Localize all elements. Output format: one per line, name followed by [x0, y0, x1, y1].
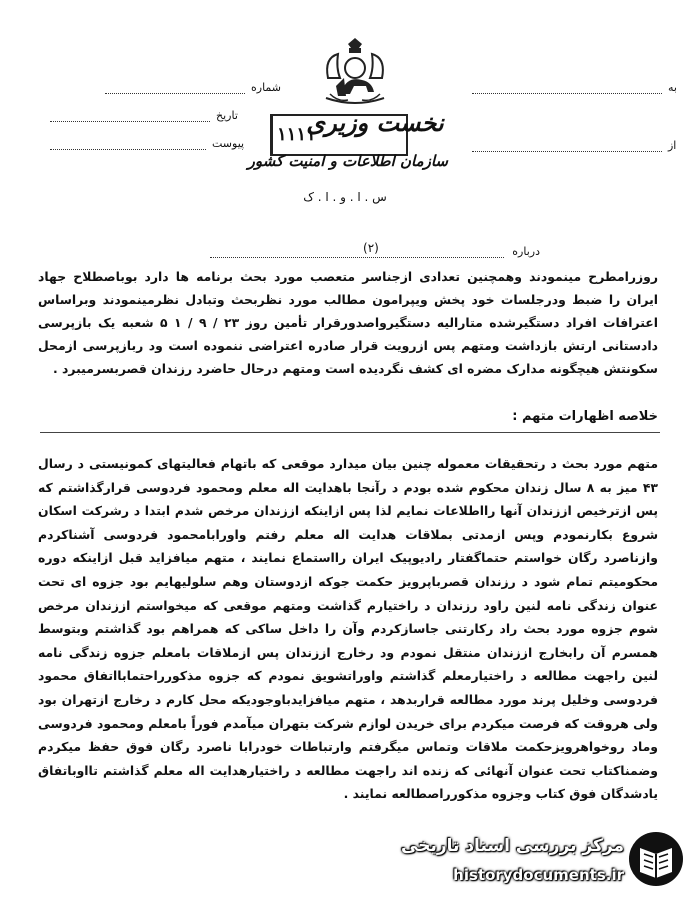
watermark-name: مرکز بررسی اسناد تاریخی: [401, 836, 624, 856]
date-label: تاریخ: [216, 109, 238, 122]
date-dots: [50, 111, 210, 122]
attachment-label: پیوست: [212, 137, 245, 150]
to-field: [472, 78, 677, 94]
org-code: س . ا . و . ا . ک: [303, 190, 387, 204]
subject-row: [210, 240, 540, 258]
number-field: [105, 78, 281, 94]
from-label: از: [668, 139, 677, 152]
number-label: شماره: [251, 81, 282, 94]
from-dots: [472, 141, 662, 152]
subject-dots: [210, 241, 504, 258]
date-field: [50, 106, 238, 122]
watermark-url: historydocuments.ir: [453, 866, 624, 884]
subject-label: درباره: [512, 245, 540, 258]
to-label: به: [668, 81, 677, 94]
heading-divider: [40, 432, 660, 433]
attachment-field: [50, 134, 244, 150]
attachment-dots: [50, 139, 206, 150]
to-dots: [472, 83, 662, 94]
body-paragraph-1: روزرامطرح مینمودند وهمچنین تعدادی ازجناسر متعصب مورد بحث برنامه ها دارد بوباصطلاح جهاد ایران را ضبط ودرجلسات خود پخش ویپرامون مطالب مورد نظربحث وتبادل نظرمینمودند وبراساس اعترافات افراد دستگیرشده متارالیه دستگیرواصدورقرار تأمین روز ۲۳ / ۹ / ۱ ۵ شعبه یک بازپرسی دادستانی ارتش بازداشت ومتهم پس ازرویت قرار صادره اعتراضی ننموده است ود ربازپرسی ازمحل سکونتش هیچگونه مدارک مضره ای کشف نگردیده است ومتهم درحال حاضرد رزندان قصربسرمیبرد .: [38, 269, 658, 376]
stamp-number: ۱۱۱۱: [277, 124, 316, 145]
number-dots: [105, 83, 245, 94]
page-number: (۲): [360, 241, 382, 255]
section-heading: خلاصه اظهارات متهم :: [512, 409, 658, 424]
org-title: نخست وزیری: [306, 108, 444, 137]
lion-and-sun-emblem-icon: [318, 38, 392, 110]
org-subtitle: سازمان اطلاعات و امنیت کشور: [247, 152, 448, 170]
body-paragraph-2: متهم مورد بحث د رتحقیقات معموله چنین بیان میدارد موقعی که باتهام فعالیتهای کمونیستی د رسال ۴۳ میز به ۸ سال زندان محکوم شده بودم د رآنجا باهدایت اله معلم ومحمود فردوسی قرارگذاشتم که پس ازترخیص اززندان آنها رااطلاعات نمایم لذا پس ازاینکه اززندان مرخص شدم ابتدا د رشرکت اسکان شروع بکارنمودم وپس ازمدتی بملاقات هدایت اله معلم رفتم واورابامحمود فردوسی آشناکردم وازناصرد رگان خواستم حتماگفتار رادیوپیک ایران رااستماع نمایند ، متهم میافزاید قبل ازاینکه دوره محکومیتم تمام شود د رزندان قصرباپرویز حکمت جوکه ازدوستان وهم سلولیهایم بود جزوه ای تحت عنوان زندگی نامه لنین راود رزندان د راختیارم گذاشت ومتهم موقعی که میخواستم اززندان مرخص شوم جزوه مورد بحث راد رکارتنی جاسازکردم وآن را داخل ساکی که همراهم بود گذاشتم وبتوسط همسرم آن رابخارج اززندان منتقل نمودم ود رخارج اززندان پس ازملاقات بامعلم جزوه زندگی نامه لنین راجهت مطالعه د راختیارمعلم گذاشتم واوراتشویق نمودم که جزوه مذکورراحتمابااتفاق محمود فردوسی وخلیل پرند مورد مطالعه قراربدهد ، متهم میافزایدباوجودیکه محل کارم د رخارج ازتهران بود ولی هروقت که فرصت میکردم برای خریدن لوازم شرکت بتهران میآمدم فوراً بامعلم ومحمود فردوسی وماد روخواهرویزحکمت ملاقات وتماس میگرفتم وارتباطات خودرابا ناصرد رگان فوق حفظ میکردم وضمناکتاب تحت عنوان آنهائی که زنده اند راجهت مطالعه د راختیارهدایت اله معلم گذاشتم تااوباتفاق یادشدگان فوق کتاب وجزوه مذکورراصطالعه نمایند .: [38, 456, 658, 802]
archive-book-logo-icon: [626, 830, 686, 888]
from-field: [472, 136, 676, 152]
